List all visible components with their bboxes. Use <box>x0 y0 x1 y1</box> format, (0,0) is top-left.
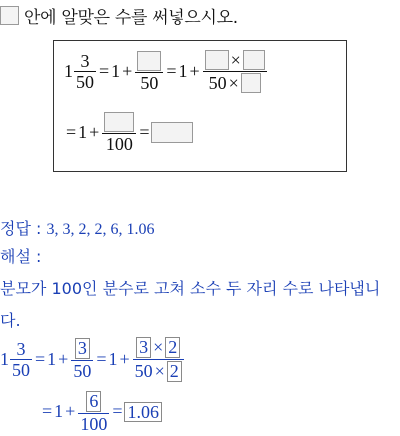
problem-row-1: 1 $\frac{3}{50}$ = 1 + 50 = 1 + × 50 × <box>64 49 268 94</box>
instruction-text: 안에 알맞은 수를 써넣으시오. <box>24 7 238 28</box>
mixed-fraction: $\frac{3}{50}$ <box>76 51 94 92</box>
input-box[interactable] <box>243 50 265 70</box>
explain-label: 해설 : <box>0 247 42 266</box>
answer-box: 1.06 <box>124 402 162 423</box>
input-box[interactable] <box>241 73 261 93</box>
explain-line-1: 분모가 100인 분수로 고쳐 소수 두 자리 수로 나타냅니 <box>0 279 381 298</box>
blank-box-icon <box>0 6 19 25</box>
answer-values: 3, 3, 2, 2, 6, 1.06 <box>46 221 155 238</box>
input-box[interactable] <box>104 112 134 132</box>
answer-label: 정답 : <box>0 219 47 238</box>
fraction-blank-1: 50 <box>135 50 163 93</box>
answer-box: 2 <box>167 361 182 382</box>
answer-box: 2 <box>165 337 180 358</box>
input-box[interactable] <box>137 51 161 71</box>
input-box[interactable] <box>205 50 229 70</box>
answer-box: 6 <box>86 391 101 412</box>
answer-box: 3 <box>75 338 90 359</box>
instruction-header <box>0 3 238 27</box>
explain-line-2: 다. <box>0 311 21 330</box>
answer-box: 3 <box>136 337 151 358</box>
problem-box <box>53 40 347 172</box>
mixed-whole: 1 <box>64 61 73 81</box>
problem-row-2: = 1 + 100 = <box>64 111 193 154</box>
fraction-blank-3: 100 <box>102 111 136 154</box>
fraction-blank-2: × 50 × <box>203 49 267 94</box>
input-box[interactable] <box>151 122 193 143</box>
solution-row-2: = 1 + $\frac{6}{100}$ = 1.06 <box>40 390 162 434</box>
solution-row-1: 1 $\frac{3}{50}$ = 1 + $\frac{3}{50}$ = 1 + 3 × 2 50 × 2 <box>0 336 185 383</box>
answer-line <box>0 216 154 239</box>
